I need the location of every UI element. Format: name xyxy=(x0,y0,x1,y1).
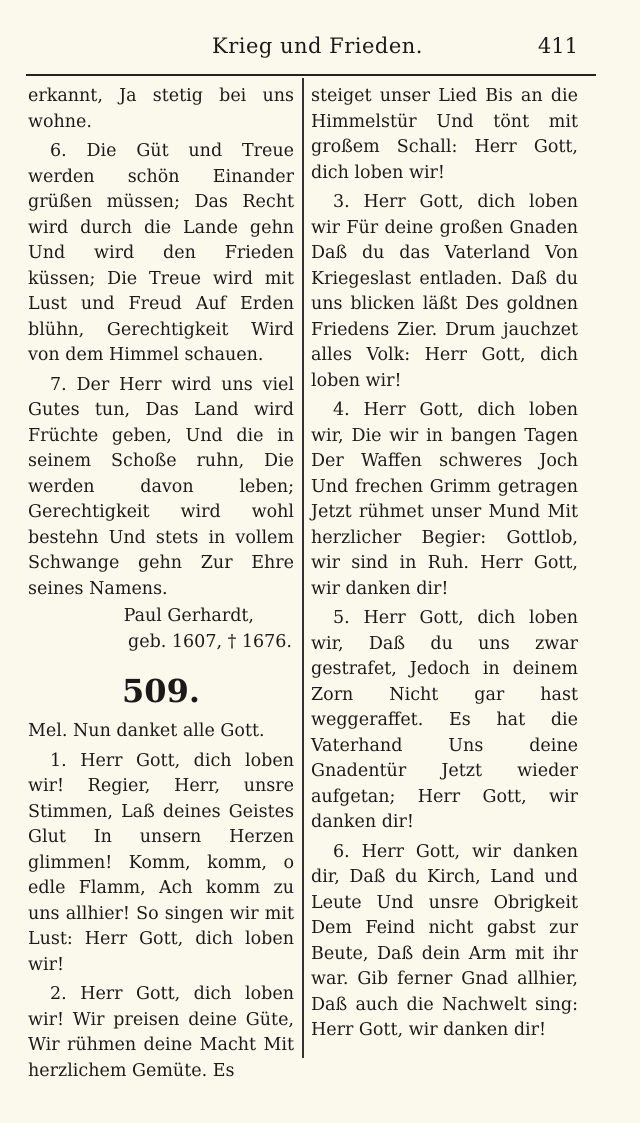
right-column xyxy=(311,84,578,1044)
stanza-6: 6. Die Güt und Treue werden schön Einander grüßen müssen; Das Recht wird durch die Lande gehn Und wird den Frieden küssen; Die Treue wird mit Lust und Freud Auf Erden blühn, Gerechtigkeit Wird von dem Himmel schauen. xyxy=(28,141,294,365)
attribution xyxy=(28,604,294,655)
continued-text: steiget unser Lied Bis an die Himmelstür Und tönt mit großem Schall: Herr Gott, dich loben wir! xyxy=(311,86,578,183)
column-divider xyxy=(302,78,304,1058)
stanza-4: 4. Herr Gott, dich loben wir, Die wir in bangen Tagen Der Waffen schweres Joch Und frechen Grimm getragen Jetzt rühmet unser Mund Mit herzlicher Begier: Gottlob, wir sind in Ruh. Herr Gott, wir danken dir! xyxy=(311,400,578,599)
running-title: Krieg und Frieden. xyxy=(212,34,423,58)
hymn-number: 509. xyxy=(122,672,200,710)
stanza-2: 2. Herr Gott, dich loben wir! Wir preisen deine Güte, Wir rühmen deine Macht Mit herzlichem Gemüte. Es xyxy=(28,984,294,1081)
stanza-5: 5. Herr Gott, dich loben wir, Daß du uns zwar gestrafet, Jedoch in deinem Zorn Nicht gar hast weggeraffet. Es hat die Vaterhand Uns deine Gnadentür Jetzt wieder aufgetan; Herr Gott, wir danken dir! xyxy=(311,608,578,832)
header-rule xyxy=(26,74,596,76)
stanza-1: 1. Herr Gott, dich loben wir! Regier, Herr, unsre Stimmen, Laß deines Geistes Glut In unsern Herzen glimmen! Komm, komm, o edle Flamm, Ach komm zu uns allhier! So singen wir mit Lust: Herr Gott, dich loben wir! xyxy=(28,750,294,975)
left-column xyxy=(28,84,294,1084)
stanza-7: 7. Der Herr wird uns viel Gutes tun, Das Land wird Früchte geben, Und die in seinem Schoße ruhn, Die werden davon leben; Gerechtigkeit wird wohl bestehn Und stets in vollem Schwange gehn Zur Ehre seines Namens. xyxy=(28,374,294,599)
stanza-3: 3. Herr Gott, dich loben wir Für deine großen Gnaden Daß du das Vaterland Von Kriegeslast entladen. Daß du uns blicken läßt Des goldnen Friedens Zier. Drum jauchzet alles Volk: Herr Gott, dich loben wir! xyxy=(311,192,578,391)
page-header xyxy=(0,30,640,66)
author-name: Paul Gerhardt, xyxy=(123,606,254,626)
stanza-6-right: 6. Herr Gott, wir danken dir, Daß du Kirch, Land und Leute Und unsre Obrigkeit Dem Feind nicht gabst zur Beute, Daß dein Arm mit ihr war. Gib ferner Gnad allhier, Daß auch die Nachwelt sing: Herr Gott, wir danken dir! xyxy=(311,841,578,1040)
author-dates: geb. 1607, † 1676. xyxy=(128,631,292,652)
page-number: 411 xyxy=(537,34,578,58)
melody-line: Mel. Nun danket alle Gott. xyxy=(28,721,265,741)
continued-text: erkannt, Ja stetig bei uns wohne. xyxy=(28,86,294,132)
